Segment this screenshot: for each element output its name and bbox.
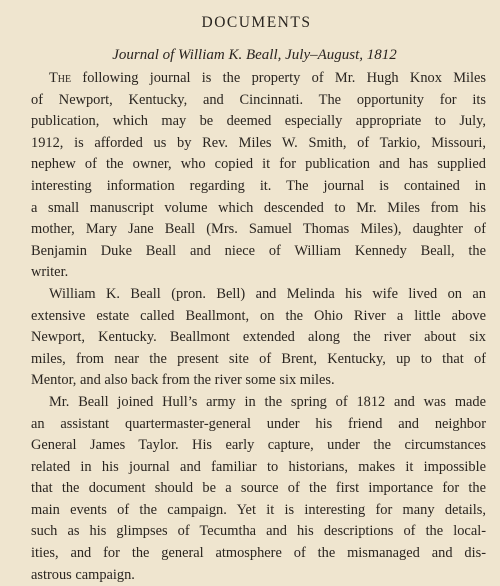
text-line: ities, and for the general atmosphere of the mismanaged and dis- [31, 545, 486, 562]
text-line: General James Taylor. His early capture, under the circumstances [31, 437, 486, 454]
text-line: 1912, is afforded us by Rev. Miles W. Smith, of Tarkio, Missouri, [31, 134, 486, 151]
text-line: extensive estate called Beallmont, on the Ohio River a little above [31, 307, 486, 324]
document-title: Journal of William K. Beall, July–August, 1812 [112, 47, 397, 63]
paragraph-2 [31, 284, 486, 392]
text-line: related in his journal and familiar to historians, makes it impossible [31, 458, 486, 475]
text-line: William K. Beall (pron. Bell) and Melinda his wife lived on an [49, 285, 486, 302]
text-line: publication, which may be deemed especially appropriate to July, [31, 113, 486, 130]
text-line: an assistant quartermaster-general under his friend and neighbor [31, 415, 486, 432]
text-line: writer. [31, 264, 69, 281]
section-header: DOCUMENTS [201, 14, 312, 31]
lead-word: The [49, 70, 72, 86]
text-line: a small manuscript volume which descended to Mr. Miles from his [31, 199, 486, 216]
text-line: main events of the campaign. Yet it is interesting for many details, [31, 501, 486, 518]
text-line: The following journal is the property of Mr. Hugh Knox Miles [49, 70, 486, 86]
document-body [31, 68, 486, 586]
paragraph-1 [31, 68, 486, 284]
text-line: mother, Mary Jane Beall (Mrs. Samuel Thomas Miles), daughter of [31, 221, 486, 238]
text-line: such as his glimpses of Tecumtha and his descriptions of the local- [31, 523, 486, 540]
text-line: Newport, Kentucky. Beallmont extended along the river about six [31, 329, 486, 346]
text-line: that the document should be a source of the first importance for the [31, 480, 486, 497]
text-line: Mr. Beall joined Hull’s army in the spring of 1812 and was made [49, 393, 486, 410]
text-line: astrous campaign. [31, 566, 135, 583]
text-line: nephew of the owner, who copied it for publication and has supplied [31, 156, 486, 173]
paragraph-3 [31, 392, 486, 586]
text-line: Benjamin Duke Beall and niece of William Kennedy Beall, the [31, 242, 486, 259]
text-line: of Newport, Kentucky, and Cincinnati. The opportunity for its [31, 91, 486, 108]
text-line: interesting information regarding it. The journal is contained in [31, 177, 486, 194]
text-line: Mentor, and also back from the river some six miles. [31, 372, 335, 389]
text-line: miles, from near the present site of Brent, Kentucky, up to that of [31, 350, 486, 367]
